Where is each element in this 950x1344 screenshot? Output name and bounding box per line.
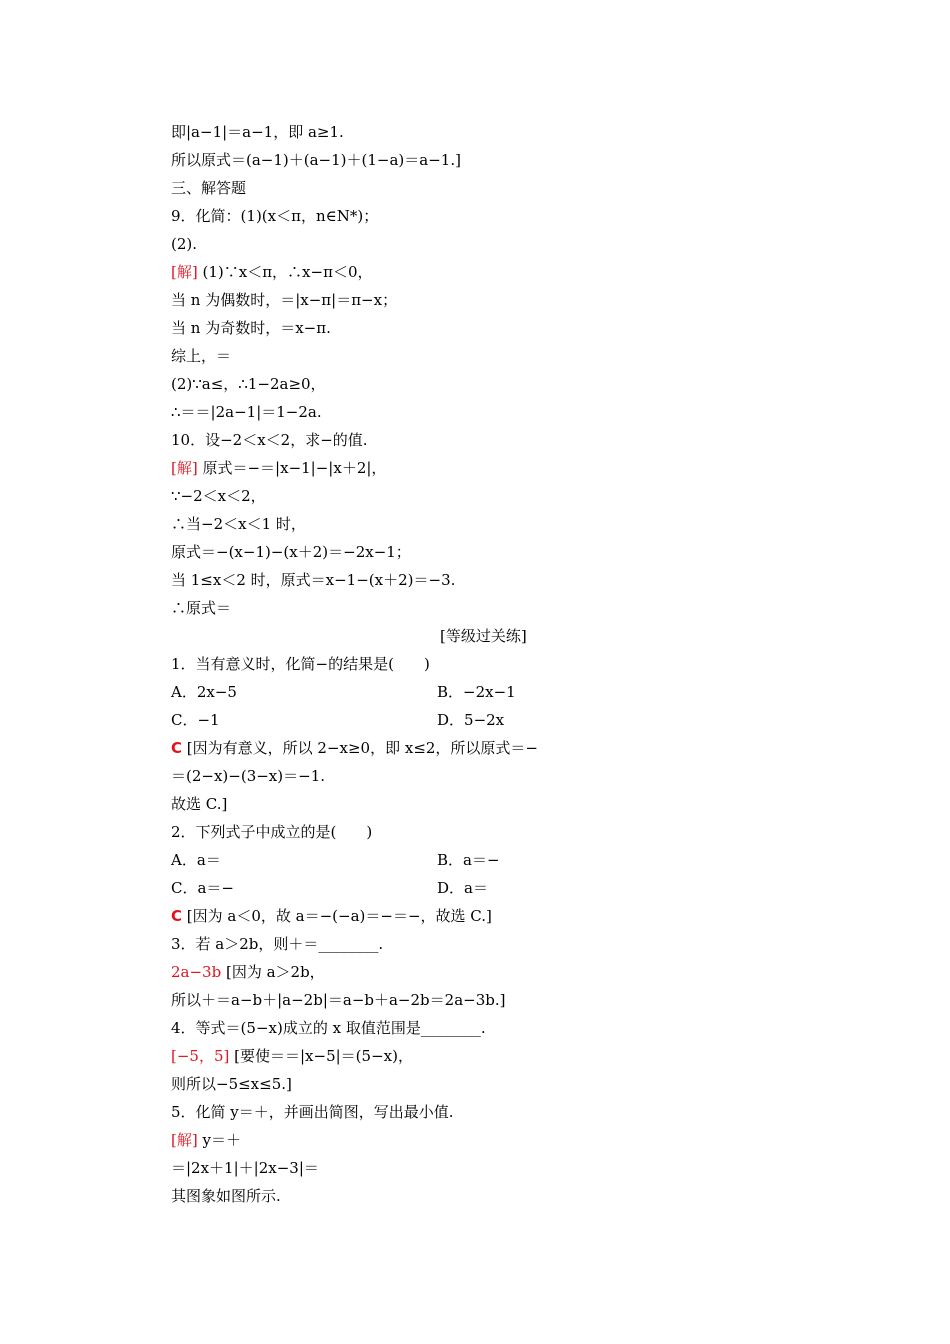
line-text: 三、解答题 <box>171 179 247 197</box>
line-text: ∴当−2＜x＜1 时， <box>171 515 306 533</box>
question-4 <box>171 1018 486 1038</box>
answer-value: [−5，5] <box>171 1047 230 1065</box>
line-text: ∵−2＜x＜2， <box>171 487 266 505</box>
line-text: D．5−2x <box>437 711 505 729</box>
line-text: 所以原式＝(a−1)＋(a−1)＋(1−a)＝a−1.] <box>171 151 461 169</box>
line-text: 则所以−5≤x≤5.] <box>171 1075 292 1093</box>
line-text: 原式＝−(x−1)−(x＋2)＝−2x−1； <box>171 543 411 561</box>
answer-line <box>171 962 325 982</box>
line-text: 1．当有意义时，化简−的结果是( ) <box>171 655 430 673</box>
question-10 <box>171 430 368 450</box>
option-d <box>437 878 488 898</box>
text-line <box>171 318 331 338</box>
line-text: 9．化简：(1)(x＜π，n∈N*)； <box>171 207 379 225</box>
option-b <box>437 682 516 702</box>
text-line <box>171 234 197 254</box>
answer-line <box>171 738 538 758</box>
line-text: B．−2x−1 <box>437 683 516 701</box>
text-line <box>171 990 505 1010</box>
text-line <box>171 1074 292 1094</box>
line-text: ∴＝＝|2a−1|＝1−2a. <box>171 403 322 421</box>
text-line <box>171 766 325 786</box>
line-text: B．a＝− <box>437 851 500 869</box>
text-line <box>171 346 231 366</box>
line-text: 当 1≤x＜2 时，原式＝x−1−(x＋2)＝−3. <box>171 571 456 589</box>
solution-tag: [解] <box>171 263 198 281</box>
text-line <box>171 570 455 590</box>
line-text: [等级过关练] <box>440 627 527 645</box>
line-text: 当 n 为奇数时，＝x−π. <box>171 319 331 337</box>
line-text: C．a＝− <box>171 879 234 897</box>
line-text: [因为 a＜0，故 a＝−(−a)＝−＝−，故选 C.] <box>182 907 492 925</box>
option-a <box>171 850 221 870</box>
line-text: 2．下列式子中成立的是( ) <box>171 823 373 841</box>
solution-tag: [解] <box>171 459 198 477</box>
answer-letter: C <box>171 907 183 925</box>
text-line <box>171 150 461 170</box>
text-line <box>171 598 231 618</box>
line-text: [因为有意义，所以 2−x≥0，即 x≤2，所以原式＝− <box>182 739 538 757</box>
option-c <box>171 710 220 730</box>
line-text: A．a＝ <box>171 851 221 869</box>
line-text: 10．设−2＜x＜2，求−的值. <box>171 431 368 449</box>
solution-line <box>171 458 386 478</box>
line-text: 所以＋＝a−b＋|a−2b|＝a−b＋a−2b＝2a−3b.] <box>171 991 506 1009</box>
line-text: y＝＋ <box>197 1131 241 1149</box>
answer-letter: C <box>171 739 183 757</box>
question-1 <box>171 654 430 674</box>
line-text: 原式＝−＝|x−1|−|x＋2|， <box>197 459 387 477</box>
option-b <box>437 850 500 870</box>
line-text: [因为 a＞2b， <box>221 963 325 981</box>
line-text: ＝(2−x)−(3−x)＝−1. <box>171 767 325 785</box>
line-text: (2). <box>171 235 198 253</box>
text-line <box>171 122 344 142</box>
line-text: C．−1 <box>171 711 220 729</box>
line-text: ＝|2x＋1|＋|2x−3|＝ <box>171 1159 319 1177</box>
text-line <box>171 1158 319 1178</box>
question-9 <box>171 206 378 226</box>
solution-line <box>171 1130 241 1150</box>
line-text: ∴原式＝ <box>171 599 232 617</box>
line-text: 4．等式＝(5−x)成立的 x 取值范围是________. <box>171 1019 486 1037</box>
line-text: 综上，＝ <box>171 347 232 365</box>
line-text: 故选 C.] <box>171 795 228 813</box>
line-text: (2)∵a≤，∴1−2a≥0， <box>171 375 326 393</box>
text-line <box>171 514 306 534</box>
text-line <box>171 290 397 310</box>
text-line <box>171 794 227 814</box>
line-text: 5．化简 y＝＋，并画出简图，写出最小值. <box>171 1103 454 1121</box>
option-d <box>437 710 504 730</box>
option-a <box>171 682 237 702</box>
line-text: 即|a−1|＝a−1，即 a≥1. <box>171 123 344 141</box>
text-line <box>171 1186 281 1206</box>
question-5 <box>171 1102 454 1122</box>
section-title <box>440 626 527 646</box>
line-text: 3．若 a＞2b，则＋＝________. <box>171 935 384 953</box>
option-c <box>171 878 234 898</box>
text-line <box>171 542 411 562</box>
answer-value: 2a−3b <box>171 963 222 981</box>
question-3 <box>171 934 383 954</box>
solution-line <box>171 262 372 282</box>
answer-line <box>171 1046 413 1066</box>
text-line <box>171 374 326 394</box>
line-text: A．2x−5 <box>171 683 237 701</box>
text-line <box>171 402 322 422</box>
line-text: D．a＝ <box>437 879 488 897</box>
line-text: 当 n 为偶数时，＝|x−π|＝π−x； <box>171 291 398 309</box>
question-2 <box>171 822 372 842</box>
line-text: [要使＝＝|x−5|＝(5−x)， <box>229 1047 413 1065</box>
text-line <box>171 486 266 506</box>
section-heading <box>171 178 246 198</box>
solution-tag: [解] <box>171 1131 198 1149</box>
line-text: (1)∵x＜π，∴x−π＜0， <box>197 263 373 281</box>
line-text: 其图象如图所示. <box>171 1187 281 1205</box>
answer-line <box>171 906 492 926</box>
